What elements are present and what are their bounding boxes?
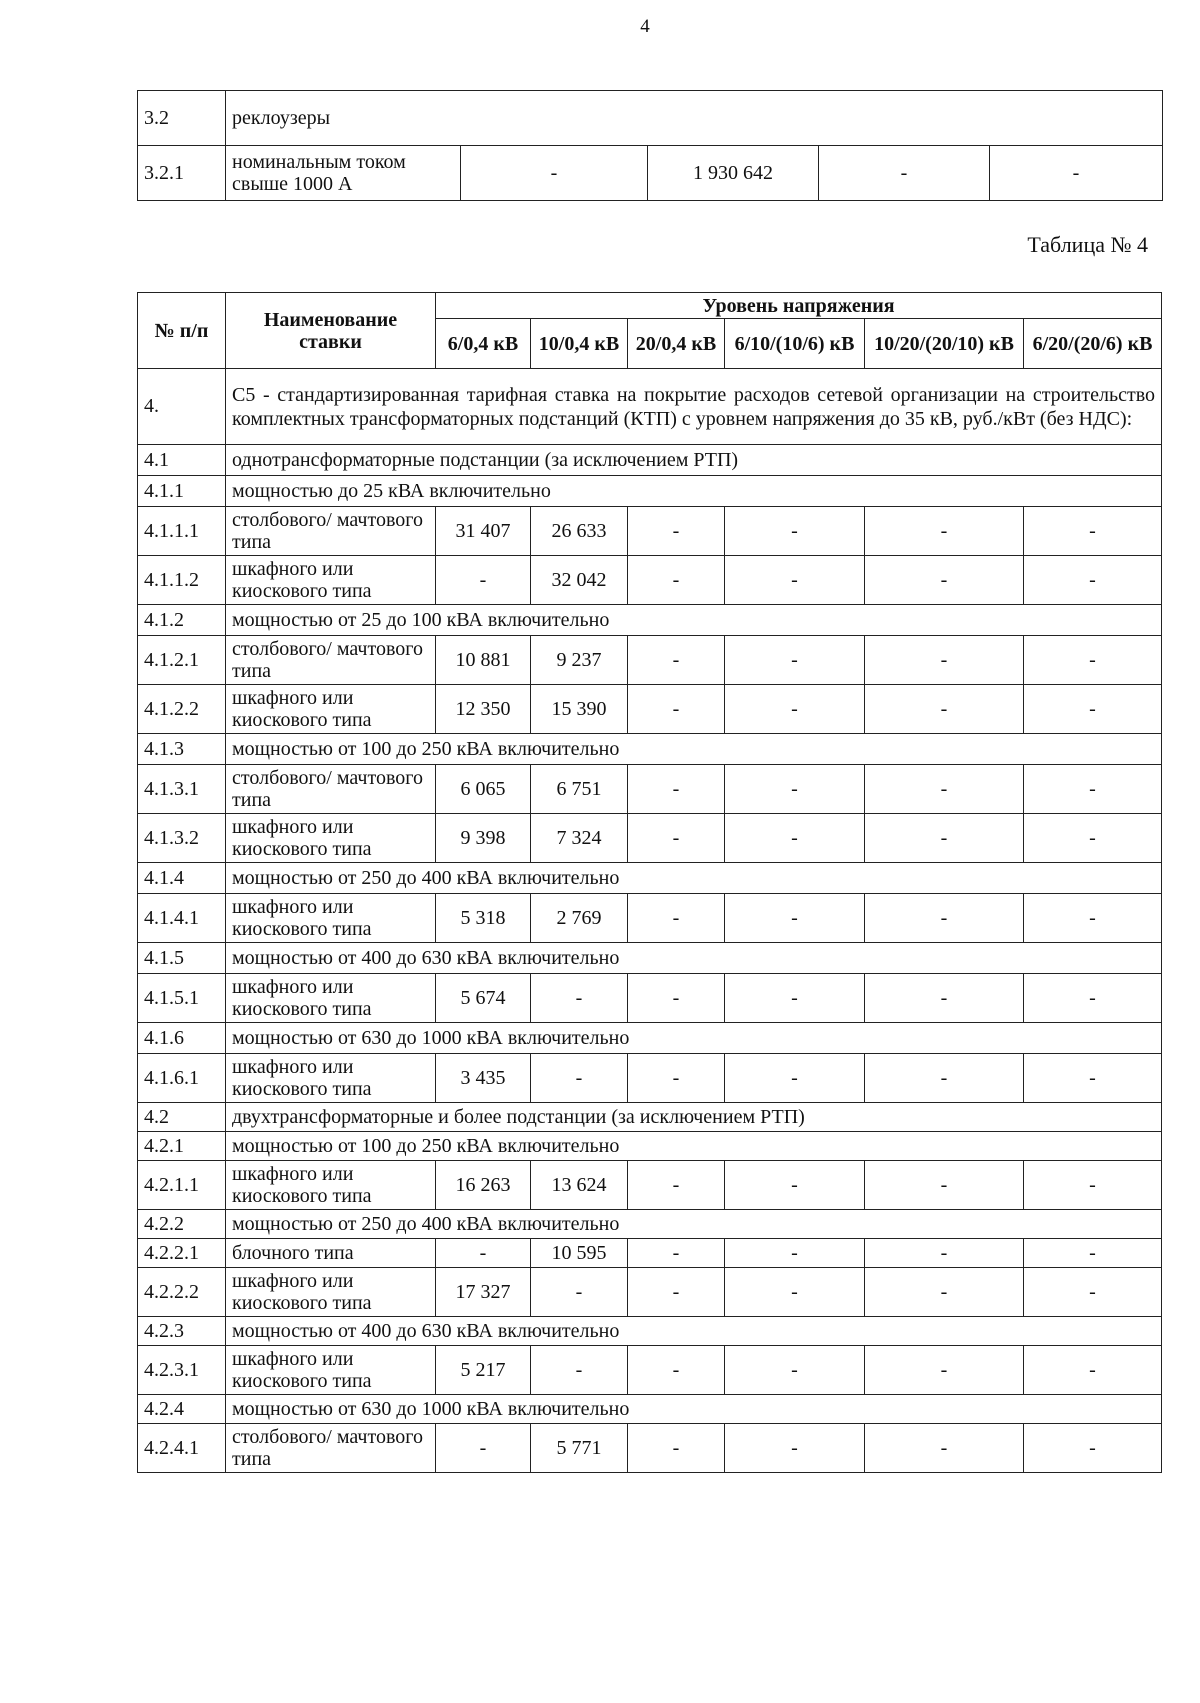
row-name: шкафного или киоскового типа [226,556,436,605]
table-row [138,91,1163,146]
tariff-table [137,292,1162,1473]
row-number: 4.1.4 [138,863,226,894]
table-row [138,1346,1162,1395]
section-row [138,1132,1162,1161]
row-name: мощностью от 25 до 100 кВА включительно [226,605,1162,636]
row-number: 4.2.1.1 [138,1161,226,1210]
header-number: № п/п [138,293,226,369]
value-cell: - [865,974,1024,1023]
row-name: однотрансформаторные подстанции (за исключением РТП) [226,445,1162,476]
value-cell: - [725,507,865,556]
value-cell: - [865,894,1024,943]
row-name: мощностью от 400 до 630 кВА включительно [226,943,1162,974]
value-cell: - [725,1054,865,1103]
table-row [138,146,1163,201]
row-name: столбового/ мачтового типа [226,507,436,556]
value-cell: 26 633 [531,507,628,556]
table-row [138,1268,1162,1317]
row-name: шкафного или киоскового типа [226,1161,436,1210]
row-name: мощностью от 400 до 630 кВА включительно [226,1317,1162,1346]
value-cell: - [628,636,725,685]
value-cell: - [865,636,1024,685]
section-row [138,1023,1162,1054]
value-cell: - [1024,1239,1162,1268]
value-cell: - [725,1424,865,1473]
table-row [138,894,1162,943]
row-name: шкафного или киоскового типа [226,1268,436,1317]
value-cell: - [628,765,725,814]
value-cell: - [1024,1268,1162,1317]
header-voltage-group: Уровень напряжения [436,293,1162,319]
section-row [138,1210,1162,1239]
value-cell: - [461,146,648,201]
value-cell: - [725,765,865,814]
value-cell: - [990,146,1163,201]
value-cell: - [725,814,865,863]
section-row [138,605,1162,636]
value-cell: 5 771 [531,1424,628,1473]
header-level: 6/10/(10/6) кВ [725,319,865,369]
value-cell: - [628,814,725,863]
value-cell: - [865,1346,1024,1395]
row-number: 4.1.6.1 [138,1054,226,1103]
row-number: 4.1.3 [138,734,226,765]
value-cell: - [628,507,725,556]
section-row [138,1317,1162,1346]
header-level: 10/20/(20/10) кВ [865,319,1024,369]
value-cell: 3 435 [436,1054,531,1103]
section-row [138,1395,1162,1424]
row-number: 4.1.2.2 [138,685,226,734]
value-cell: - [531,1268,628,1317]
value-cell: - [865,1054,1024,1103]
row-number: 4.2.2.2 [138,1268,226,1317]
value-cell: - [865,1268,1024,1317]
value-cell: - [1024,556,1162,605]
row-number: 4.1.5.1 [138,974,226,1023]
value-cell: - [436,1424,531,1473]
intro-text: С5 - стандартизированная тарифная ставка на покрытие расходов сетевой организации на строительство комплектных трансформаторных подстанций (КТП) с уровнем напряжения до 35 кВ, руб./кВт (без НДС): [226,369,1162,445]
row-name: двухтрансформаторные и более подстанции (за исключением РТП) [226,1103,1162,1132]
value-cell: - [628,974,725,1023]
row-number: 4.1.5 [138,943,226,974]
value-cell: 16 263 [436,1161,531,1210]
table-row [138,636,1162,685]
value-cell: 6 065 [436,765,531,814]
header-level: 10/0,4 кВ [531,319,628,369]
row-name: мощностью от 100 до 250 кВА включительно [226,1132,1162,1161]
row-number: 4.1.1.1 [138,507,226,556]
row-number: 4.2.4 [138,1395,226,1424]
value-cell: - [628,1239,725,1268]
row-number: 4.1.1 [138,476,226,507]
table-row [138,814,1162,863]
value-cell: 7 324 [531,814,628,863]
value-cell: 9 398 [436,814,531,863]
value-cell: - [1024,507,1162,556]
value-cell: - [628,685,725,734]
header-name: Наименование ставки [226,293,436,369]
row-number: 4.1.1.2 [138,556,226,605]
value-cell: - [1024,974,1162,1023]
row-name: шкафного или киоскового типа [226,685,436,734]
value-cell: - [1024,636,1162,685]
value-cell: 5 674 [436,974,531,1023]
row-name: мощностью от 630 до 1000 кВА включительно [226,1023,1162,1054]
table-row [138,1161,1162,1210]
value-cell: 2 769 [531,894,628,943]
row-number: 4.1.4.1 [138,894,226,943]
row-number: 4.2.3.1 [138,1346,226,1395]
value-cell: 9 237 [531,636,628,685]
row-name: столбового/ мачтового типа [226,1424,436,1473]
row-number: 4.1.6 [138,1023,226,1054]
value-cell: - [1024,1054,1162,1103]
value-cell: - [725,1346,865,1395]
table-row [138,685,1162,734]
table-row [138,1239,1162,1268]
value-cell: - [628,1424,725,1473]
header-level: 20/0,4 кВ [628,319,725,369]
value-cell: - [725,1239,865,1268]
value-cell: - [865,814,1024,863]
section-row [138,734,1162,765]
value-cell: - [725,636,865,685]
row-number: 4.1.3.2 [138,814,226,863]
value-cell: - [865,765,1024,814]
value-cell: - [865,1424,1024,1473]
row-number: 4.2.3 [138,1317,226,1346]
value-cell: 1 930 642 [648,146,819,201]
value-cell: - [725,894,865,943]
value-cell: 10 881 [436,636,531,685]
row-name: мощностью от 250 до 400 кВА включительно [226,863,1162,894]
row-name: мощностью от 100 до 250 кВА включительно [226,734,1162,765]
section-row [138,1103,1162,1132]
value-cell: - [1024,1161,1162,1210]
value-cell: - [725,685,865,734]
value-cell: - [628,1161,725,1210]
value-cell: 5 318 [436,894,531,943]
row-name: шкафного или киоскового типа [226,814,436,863]
value-cell: - [531,1346,628,1395]
value-cell: - [436,556,531,605]
section-row [138,943,1162,974]
value-cell: - [1024,1424,1162,1473]
value-cell: - [1024,1346,1162,1395]
value-cell: 17 327 [436,1268,531,1317]
value-cell: - [725,556,865,605]
intro-row [138,369,1162,445]
value-cell: - [865,507,1024,556]
table-row [138,507,1162,556]
value-cell: - [628,1346,725,1395]
value-cell: - [628,1054,725,1103]
value-cell: - [628,556,725,605]
section-row [138,445,1162,476]
row-name: реклоузеры [226,91,1163,146]
row-name: блочного типа [226,1239,436,1268]
value-cell: - [1024,685,1162,734]
row-name: мощностью до 25 кВА включительно [226,476,1162,507]
row-name: мощностью от 630 до 1000 кВА включительно [226,1395,1162,1424]
row-name: шкафного или киоскового типа [226,1346,436,1395]
table-row [138,556,1162,605]
continued-table [137,90,1163,201]
header-level: 6/0,4 кВ [436,319,531,369]
value-cell: - [725,974,865,1023]
value-cell: 5 217 [436,1346,531,1395]
value-cell: - [725,1161,865,1210]
row-number: 3.2 [138,91,226,146]
row-number: 4.1.3.1 [138,765,226,814]
table-row [138,765,1162,814]
value-cell: - [628,1268,725,1317]
header-level: 6/20/(20/6) кВ [1024,319,1162,369]
section-row [138,476,1162,507]
row-number: 4.1.2.1 [138,636,226,685]
row-number: 4.2.2 [138,1210,226,1239]
row-name: столбового/ мачтового типа [226,636,436,685]
row-number: 3.2.1 [138,146,226,201]
value-cell: 31 407 [436,507,531,556]
row-number: 4.2.4.1 [138,1424,226,1473]
row-name: шкафного или киоскового типа [226,1054,436,1103]
value-cell: - [1024,765,1162,814]
value-cell: - [725,1268,865,1317]
table-caption: Таблица № 4 [1027,232,1148,257]
row-number: 4.2 [138,1103,226,1132]
table-row [138,1424,1162,1473]
row-name: шкафного или киоскового типа [226,974,436,1023]
value-cell: 15 390 [531,685,628,734]
page-number: 4 [640,16,650,37]
value-cell: 6 751 [531,765,628,814]
row-name: номинальным током свыше 1000 А [226,146,461,201]
value-cell: - [865,1161,1024,1210]
table-row [138,1054,1162,1103]
value-cell: 12 350 [436,685,531,734]
row-name: шкафного или киоскового типа [226,894,436,943]
value-cell: - [628,894,725,943]
table-row [138,974,1162,1023]
value-cell: - [531,974,628,1023]
value-cell: - [865,685,1024,734]
row-name: столбового/ мачтового типа [226,765,436,814]
value-cell: - [1024,894,1162,943]
row-number: 4.1 [138,445,226,476]
value-cell: - [436,1239,531,1268]
row-number: 4.2.2.1 [138,1239,226,1268]
value-cell: - [819,146,990,201]
row-number: 4.1.2 [138,605,226,636]
header-row [138,293,1162,319]
value-cell: 13 624 [531,1161,628,1210]
value-cell: - [1024,814,1162,863]
section-row [138,863,1162,894]
value-cell: 10 595 [531,1239,628,1268]
value-cell: - [865,1239,1024,1268]
value-cell: - [865,556,1024,605]
value-cell: - [531,1054,628,1103]
row-name: мощностью от 250 до 400 кВА включительно [226,1210,1162,1239]
row-number: 4. [138,369,226,445]
row-number: 4.2.1 [138,1132,226,1161]
value-cell: 32 042 [531,556,628,605]
